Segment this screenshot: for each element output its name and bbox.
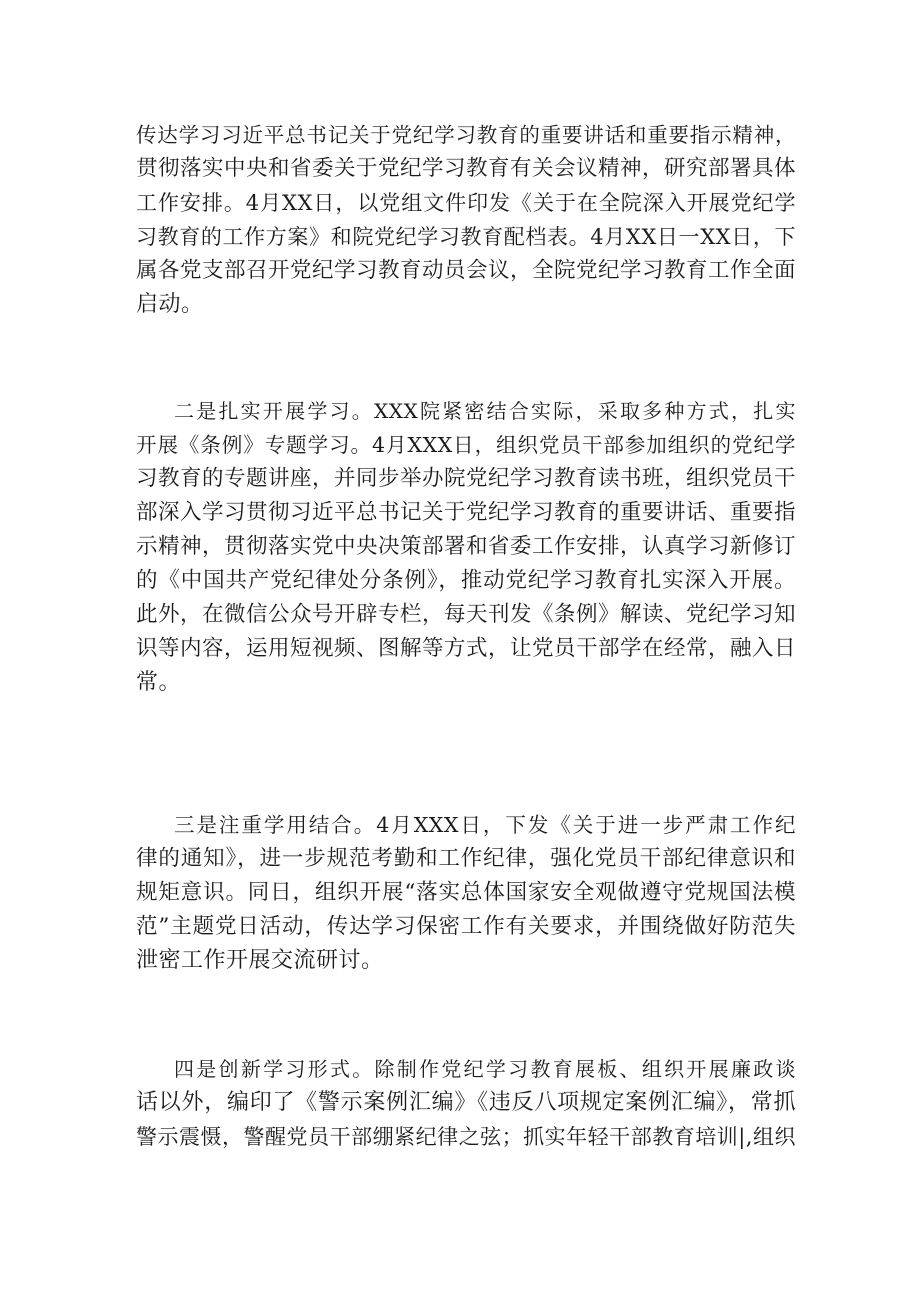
text-line: 部深入学习贯彻习近平总书记关于党纪学习教育的重要讲话、重要指 [136, 500, 797, 525]
text-line: 的《中国共产党纪律处分条例》，推动党纪学习教育扎实深入开展。 [136, 568, 796, 593]
text-line: 话以外，编印了《警示案例汇编》《违反八项规定案例汇编》，常抓 [136, 1090, 796, 1115]
text-line: 属各党支部召开党纪学习教育动员会议，全院党纪学习教育工作全面 [136, 258, 797, 283]
text-line: 工作安排。4月XX日，以党组文件印发《关于在全院深入开展党纪学 [136, 191, 796, 215]
text-line: 识等内容，运用短视频、图解等方式，让党员干部学在经常，融入日 [136, 636, 797, 661]
text-line: 警示震慑，警醒党员干部绷紧纪律之弦；抓实年轻干部教育培训|,组织 [136, 1125, 796, 1149]
text-line: 规矩意识。同日，组织开展“落实总体国家安全观做遵守党规国法模 [136, 880, 796, 905]
text-line: 泄密工作开展交流研讨。 [136, 948, 384, 973]
paragraph-launch [136, 118, 796, 322]
text-line: 开展《条例》专题学习。4月XXX日，组织党员干部参加组织的党纪学 [136, 433, 796, 457]
text-line: 常。 [136, 670, 182, 695]
text-line: 四是创新学习形式。除制作党纪学习教育展板、组织开展廉政谈 [174, 1057, 796, 1081]
text-line: 示精神，贯彻落实党中央决策部署和省委工作安排，认真学习新修订 [136, 534, 797, 559]
text-line: 此外，在微信公众号开辟专栏，每天刊发《条例》解读、党纪学习知 [136, 602, 797, 627]
text-line: 二是扎实开展学习。XXX院紧密结合实际，采取多种方式，扎实 [174, 399, 796, 423]
text-line: 贯彻落实中央和省委关于党纪学习教育有关会议精神，研究部署具体 [136, 156, 797, 181]
paragraph-application [136, 808, 796, 978]
text-line: 律的通知》，进一步规范考勤和工作纪律，强化党员干部纪律意识和 [136, 846, 796, 871]
text-line: 启动。 [136, 292, 204, 317]
text-line: 传达学习习近平总书记关于党纪学习教育的重要讲话和重要指示精神， [136, 123, 796, 147]
paragraph-innovation [136, 1052, 796, 1154]
text-line: 范”主题党日活动，传达学习保密工作有关要求，并围绕做好防范失 [136, 914, 796, 939]
paragraph-study [136, 394, 796, 700]
text-line: 三是注重学用结合。4月XXX日，下发《关于进一步严肃工作纪 [174, 813, 796, 837]
text-line: 习教育的工作方案》和院党纪学习教育配档表。4月XX日一XX日，下 [136, 225, 796, 249]
text-line: 习教育的专题讲座，并同步举办院党纪学习教育读书班，组织党员干 [136, 466, 797, 491]
